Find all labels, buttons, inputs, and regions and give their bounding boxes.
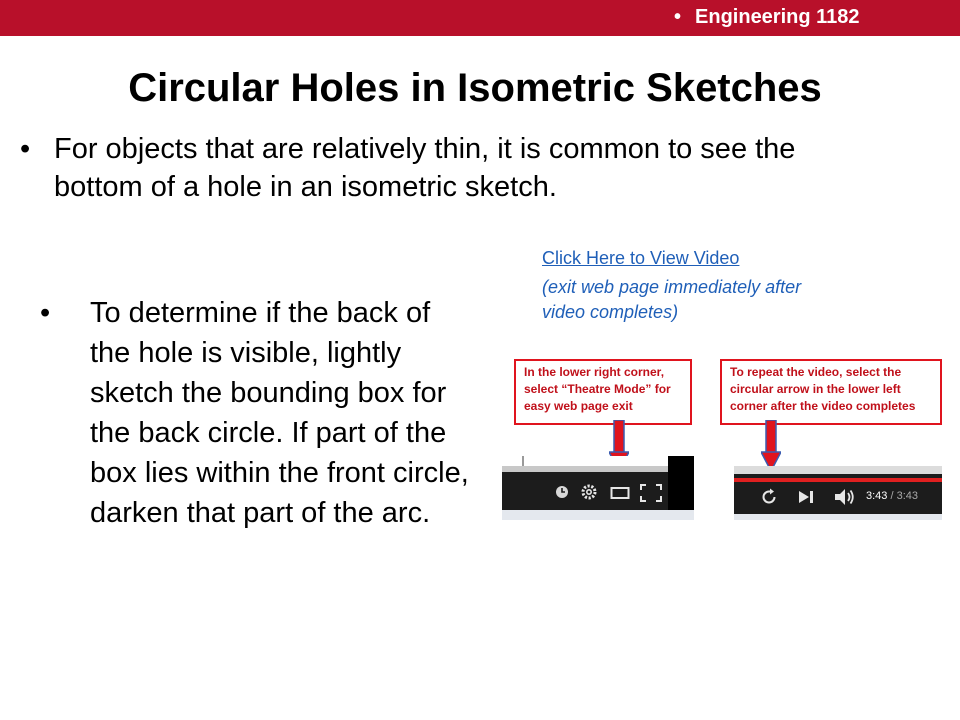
time-separator: / <box>887 490 897 502</box>
next-icon[interactable] <box>798 490 816 504</box>
progress-bar[interactable] <box>734 478 942 482</box>
course-label <box>674 6 860 29</box>
video-note: (exit web page immediately after video completes) <box>542 277 802 322</box>
bullet-marker: • <box>40 297 51 329</box>
volume-icon[interactable] <box>834 488 856 506</box>
replay-callout: To repeat the video, select the circular arrow in the lower left corner after the video completes <box>720 359 942 425</box>
view-video-link[interactable]: Click Here to View Video <box>542 248 740 268</box>
theatre-mode-icon[interactable] <box>610 486 630 500</box>
clock-icon <box>554 484 570 500</box>
course-bullet: • <box>674 6 682 28</box>
bullet-text: To determine if the back of the hole is visible, lightly sketch the bounding box for the back circle. If part of the box lies within the front circle, darken that part of the arc. <box>90 297 469 529</box>
time-total: 3:43 <box>896 490 919 502</box>
bullet-text: For objects that are relatively thin, it is common to see the bottom of a hole in an isometric sketch. <box>54 133 796 203</box>
slide-title: Circular Holes in Isometric Sketches <box>128 66 822 110</box>
fullscreen-icon[interactable] <box>640 484 662 502</box>
time-display <box>866 490 918 502</box>
bullet-point-1 <box>20 130 850 206</box>
settings-icon[interactable] <box>580 483 598 501</box>
down-arrow-icon <box>761 420 781 472</box>
video-player-controls-right <box>502 456 694 520</box>
theatre-mode-callout: In the lower right corner, select “Theatre Mode” for easy web page exit <box>514 359 692 425</box>
header-bar <box>0 0 960 36</box>
replay-icon[interactable] <box>760 488 778 506</box>
time-current: 3:43 <box>866 490 888 502</box>
bullet-point-2 <box>40 293 470 533</box>
course-name: Engineering 1182 <box>695 6 860 28</box>
bullet-marker: • <box>20 133 31 165</box>
